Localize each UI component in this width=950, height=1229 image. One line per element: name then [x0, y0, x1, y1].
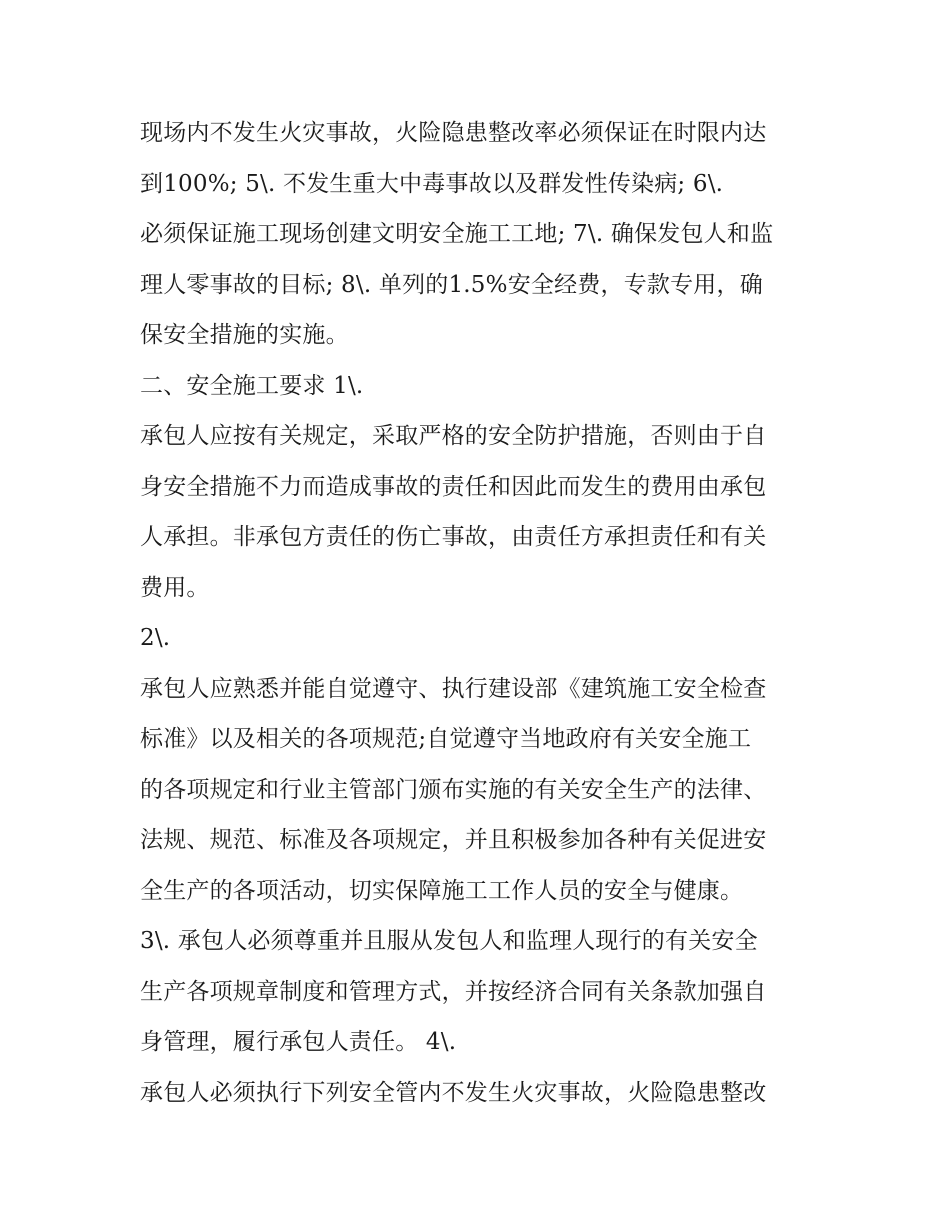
text-line: 标准》以及相关的各项规范;自觉遵守当地政府有关安全施工: [140, 726, 752, 752]
text-line: 全生产的各项活动，切实保障施工工作人员的安全与健康。: [140, 877, 744, 904]
text-line: 承包人应熟悉并能自觉遵守、执行建设部《建筑施工安全检查: [140, 675, 767, 702]
text-line: 费用。: [140, 574, 210, 601]
text-line: 到100%; 5\. 不发生重大中毒事故以及群发性传染病; 6\.: [140, 170, 724, 197]
text-line: 保安全措施的实施。: [140, 322, 349, 348]
text-line: 现场内不发生火灾事故，火险隐患整改率必须保证在时限内达: [140, 120, 767, 146]
text-line: 法规、规范、标准及各项规定，并且积极参加各种有关促进安: [140, 827, 767, 853]
text-line: 必须保证施工现场创建文明安全施工工地; 7\. 确保发包人和监: [140, 221, 774, 247]
section-heading: 二、安全施工要求 1\.: [140, 372, 364, 399]
text-line: 人承担。非承包方责任的伤亡事故，由责任方承担责任和有关: [140, 524, 767, 550]
item-number: 2\.: [140, 625, 171, 651]
document-body: [140, 108, 820, 1118]
text-line: 的各项规定和行业主管部门颁布实施的有关安全生产的法律、: [140, 776, 767, 803]
text-line: 承包人应按有关规定，采取严格的安全防护措施，否则由于自: [140, 423, 767, 449]
text-line: 理人零事故的目标; 8\. 单列的1.5%安全经费，专款专用，确: [140, 271, 763, 298]
text-line: 3\. 承包人必须尊重并且服从发包人和监理人现行的有关安全: [140, 928, 758, 954]
text-line: 生产各项规章制度和管理方式，并按经济合同有关条款加强自: [140, 978, 767, 1005]
text-line: 身管理，履行承包人责任。 4\.: [140, 1029, 457, 1055]
text-line: 承包人必须执行下列安全管内不发生火灾事故，火险隐患整改: [140, 1079, 767, 1106]
text-line: 身安全措施不力而造成事故的责任和因此而发生的费用由承包: [140, 473, 767, 500]
